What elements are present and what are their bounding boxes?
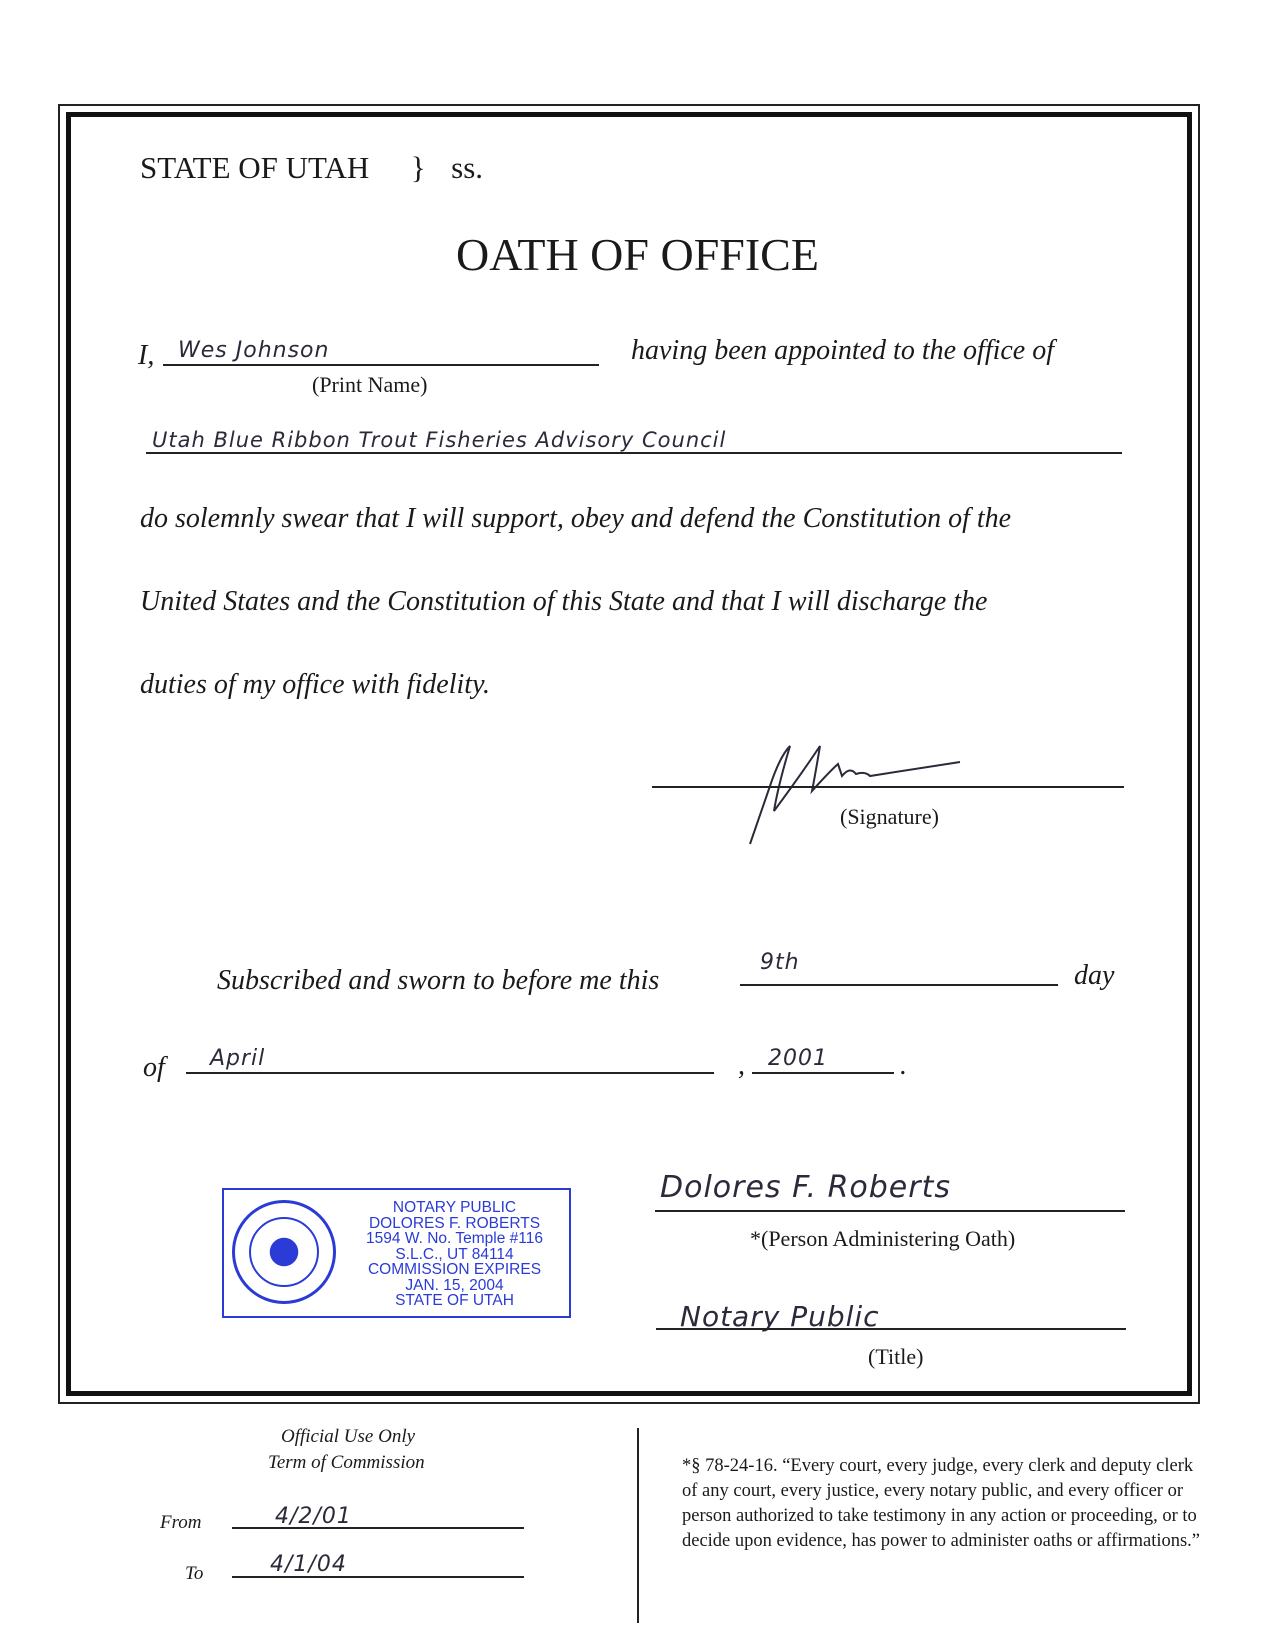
great-seal-of-utah [232, 1200, 336, 1304]
statute-note: *§ 78-24-16. “Every court, every judge, every clerk and deputy clerk of any court, every justice, every notary public, and every officer or person authorized to take testimony in any action or proceeding, or to decide upon evidence, has power to administer oaths or affirmations.” [682, 1456, 1201, 1551]
administrator-signature-handwritten: Dolores F. Roberts [660, 1170, 951, 1205]
to-value-handwritten: 4/1/04 [270, 1552, 347, 1577]
signature-underline [652, 786, 1124, 788]
administrator-underline [655, 1210, 1125, 1212]
stamp-line: NOTARY PUBLIC [392, 1199, 517, 1216]
print-name-label: (Print Name) [312, 372, 428, 397]
state-heading [140, 150, 483, 186]
ss-label: ss. [451, 150, 484, 185]
official-use-heading: Official Use Only [281, 1426, 416, 1447]
brace: } [410, 150, 426, 185]
appointed-text: having been appointed to the office of [631, 335, 1055, 366]
oath-line-3: duties of my office with fidelity. [140, 669, 490, 700]
document-title: OATH OF OFFICE [456, 229, 819, 280]
office-handwritten: Utah Blue Ribbon Trout Fisheries Advisory Council [152, 428, 727, 452]
footer-divider [637, 1428, 639, 1623]
oath-line-1: do solemnly swear that I will support, obey and defend the Constitution of the [140, 503, 1012, 534]
day-label: day [1074, 960, 1115, 991]
subscribed-text: Subscribed and sworn to before me this [217, 965, 660, 996]
year-underline [752, 1072, 894, 1074]
from-label: From [160, 1512, 202, 1533]
stamp-line: STATE OF UTAH [395, 1292, 514, 1309]
year-period: . [900, 1050, 907, 1081]
printed-name-handwritten: Wes Johnson [178, 338, 330, 363]
day-handwritten: 9th [760, 950, 800, 975]
stamp-line: DOLORES F. ROBERTS [368, 1214, 541, 1232]
month-underline [186, 1072, 714, 1074]
signature-label: (Signature) [840, 804, 939, 829]
stamp-text [342, 1200, 567, 1309]
month-comma: , [738, 1050, 745, 1081]
stamp-line: COMMISSION EXPIRES [367, 1261, 542, 1278]
title-handwritten: Notary Public [680, 1300, 880, 1333]
office-underline [146, 452, 1122, 454]
administrator-label: *(Person Administering Oath) [750, 1226, 1016, 1251]
oath-line-2: United States and the Constitution of this State and that I will discharge the [140, 586, 988, 617]
title-underline [656, 1328, 1126, 1330]
notary-stamp [222, 1188, 571, 1318]
from-value-handwritten: 4/2/01 [275, 1504, 352, 1529]
stamp-line: 1594 W. No. Temple #116 [366, 1230, 543, 1247]
of-label: of [143, 1052, 165, 1083]
year-handwritten: 2001 [768, 1046, 828, 1071]
month-handwritten: April [210, 1046, 266, 1071]
seal-emblem [249, 1217, 319, 1287]
stamp-line: JAN. 15, 2004 [405, 1276, 504, 1294]
name-underline [163, 364, 599, 366]
day-underline [740, 984, 1058, 986]
i-label: I, [138, 340, 155, 371]
to-label: To [185, 1563, 204, 1584]
title-label: (Title) [868, 1344, 924, 1369]
state-name: STATE OF UTAH [140, 150, 370, 185]
stamp-line: S.L.C., UT 84114 [395, 1245, 514, 1263]
term-of-commission-heading: Term of Commission [268, 1452, 425, 1473]
